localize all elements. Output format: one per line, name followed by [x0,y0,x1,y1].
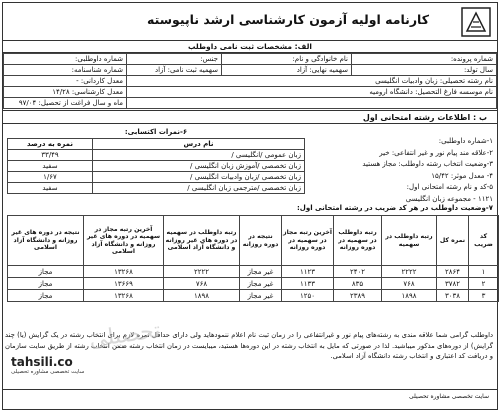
cell: مجاز [8,290,84,302]
cell: ۳۳/۴۹ [8,150,93,161]
cell: ۱/۶۷ [8,172,93,183]
cell: ۳ [469,290,499,302]
cell: نام رشته تحصیلی: زبان وادبیات انگلیسی [127,76,497,87]
column-header: آخرین رتبه مجاز در سهمیه در دوره روزانه [282,216,334,266]
cell: شماره پرونده: [352,54,497,65]
info-line: ۱-شماره داوطلبی: [438,137,493,145]
cell: ۸۳۵ [334,278,382,290]
table-row [8,266,499,278]
rank-table [7,215,499,302]
cell: ۱۳۲۶۸ [84,290,164,302]
column-header: نمره کل [437,216,469,266]
cell: ۲ [469,278,499,290]
grades-caption: ۶-نمرات اکتسابی: [124,128,188,136]
cell: ۲۲۲۲ [382,266,437,278]
watermark-subtitle: سایت تخصصی مشاوره تحصیلی [11,369,85,375]
info-line: ۳-وضعیت انتخاب رشته داوطلب: مجاز هستید [362,160,493,168]
cell: سهمیه نهایی: آزاد [222,65,352,76]
footer-text: سایت تخصصی مشاوره تحصیلی [409,393,489,400]
cell: سهمیه ثبت نامی: آزاد [127,65,222,76]
cell: معدل کارشناسی: ۱۴/۲۸ [4,87,127,98]
page-title: کارنامه اولیه آزمون کارشناسی ارشد ناپیوسته [147,12,429,27]
section-registration-info [3,41,497,108]
cell: ۱۸۹۸ [164,290,240,302]
cell: ۷۶۸ [164,278,240,290]
column-header: رتبه داوطلب در سهمیه در دوره های غیر روزانه و دانشگاه آزاد اسلامی [164,216,240,266]
cell: ۱۸۹۸ [382,290,437,302]
exam-info-list [307,136,493,205]
watermark: تحصیلی [87,318,163,353]
section-a-caption: الف: مشخصات ثبت نامی داوطلب [3,41,497,53]
cell: زبان عمومی /انگلیسی / [93,150,305,161]
cell: مجاز [8,266,84,278]
table-row [8,278,499,290]
column-header: رتبه داوطلب در سهمیه در دوره روزانه [334,216,382,266]
cell: زبان تخصصی /آموزش زبان انگلیسی / [93,161,305,172]
section-7-caption: ۷-وضعیت داوطلب در هر کد ضریب در رشته امتحانی اول: [297,204,493,212]
footer [3,389,497,409]
info-line: ۴- معدل موثر: ۱۵/۴۲ [431,171,493,180]
cell: زبان تخصصی /زبان وادبیات انگلیسی / [93,172,305,183]
info-line: ۱۱۲۱ - مجموعه زبان انگلیسی [405,194,493,203]
info-line: ۲-علاقه مند پیام نور و غیر انتفاعی: خیر [379,148,493,157]
column-header: کد ضریب [469,216,499,266]
table-row [8,183,305,194]
advisory-note: داوطلب گرامی شما علاقه مندی به رشته‌های پیام نور و غیرانتفاعی را در زمان ثبت نام اعلام ننمودهاید ولی دارای حداقل نمره لازم برای انتخاب رشته در یک گرایش (یا) چند گرایش) از دوره‌های مذکور میباشید. لذا در صورتی که مایل به انتخاب رشته در این دوره‌ها هستید، میبایست در زمان انتخاب رشته ضمن انتخاب رشته از طریق سایت سازمان و دریافت کد اعتباری و انتخاب رشته دانشگاه آزاد اسلامی. [5,331,493,360]
cell: غیر مجاز [240,278,282,290]
cell: جنس: [127,54,222,65]
column-header: نتیجه در دوره روزانه [240,216,282,266]
section-b-caption: ب : اطلاعات رشته امتحانی اول [3,110,497,124]
cell: ۳۷۸۲ [437,278,469,290]
registration-table [3,53,497,109]
table-row [8,161,305,172]
watermark-site: tahsili.co [11,355,73,369]
cell: شماره شناسنامه: [4,65,127,76]
cell: ۱۳۲۶۸ [84,266,164,278]
report-card [2,2,498,410]
cell: غیر مجاز [240,266,282,278]
table-row [8,150,305,161]
cell: معدل کاردانی: - [4,76,127,87]
cell: نام خانوادگی و نام: [222,54,352,65]
cell: ۱۱۳۳ [282,278,334,290]
cell: سال تولد: [352,65,497,76]
cell: زبان تخصصی /مترجمی زبان انگلیسی / [93,183,305,194]
cell: سفید [8,183,93,194]
cell: ۲۲۲۲ [164,266,240,278]
cell: ۲۳۸۹ [334,290,382,302]
info-line: ۵-کد و نام رشته امتحانی اول: [406,183,493,191]
cell: ۱۳۶۶۹ [84,278,164,290]
cell: ۲۴۰۲ [334,266,382,278]
cell: غیر مجاز [240,290,282,302]
header [3,3,497,41]
cell: ۲۸۶۴ [437,266,469,278]
cell [127,98,497,109]
column-header: نتیجه در دوره های غیر روزانه و دانشگاه آزاد اسلامی [8,216,84,266]
cell: شماره داوطلبی: [4,54,127,65]
cell: ۱۲۵۰ [282,290,334,302]
grades-table [7,138,305,194]
table-row [8,172,305,183]
column-header: نمره به درصد [8,139,93,150]
grades-box [7,127,305,194]
column-header: نام درس [93,139,305,150]
column-header: رتبه داوطلب در سهمیه [382,216,437,266]
cell: ۱ [469,266,499,278]
cell: مجاز [8,278,84,290]
table-row [8,290,499,302]
cell: سفید [8,161,93,172]
column-header: آخرین رتبه مجاز در سهمیه در دوره های غیر روزانه و دانشگاه آزاد اسلامی [84,216,164,266]
cell: ۱۱۲۳ [282,266,334,278]
cell: ۳۰۳۸ [437,290,469,302]
cell: ماه و سال فراغت از تحصیل: ۹۷/۰۴ [4,98,127,109]
cell: ۷۶۸ [382,278,437,290]
organization-logo [461,7,491,37]
cell: نام موسسه فارغ التحصیل: دانشگاه ارومیه [127,87,497,98]
